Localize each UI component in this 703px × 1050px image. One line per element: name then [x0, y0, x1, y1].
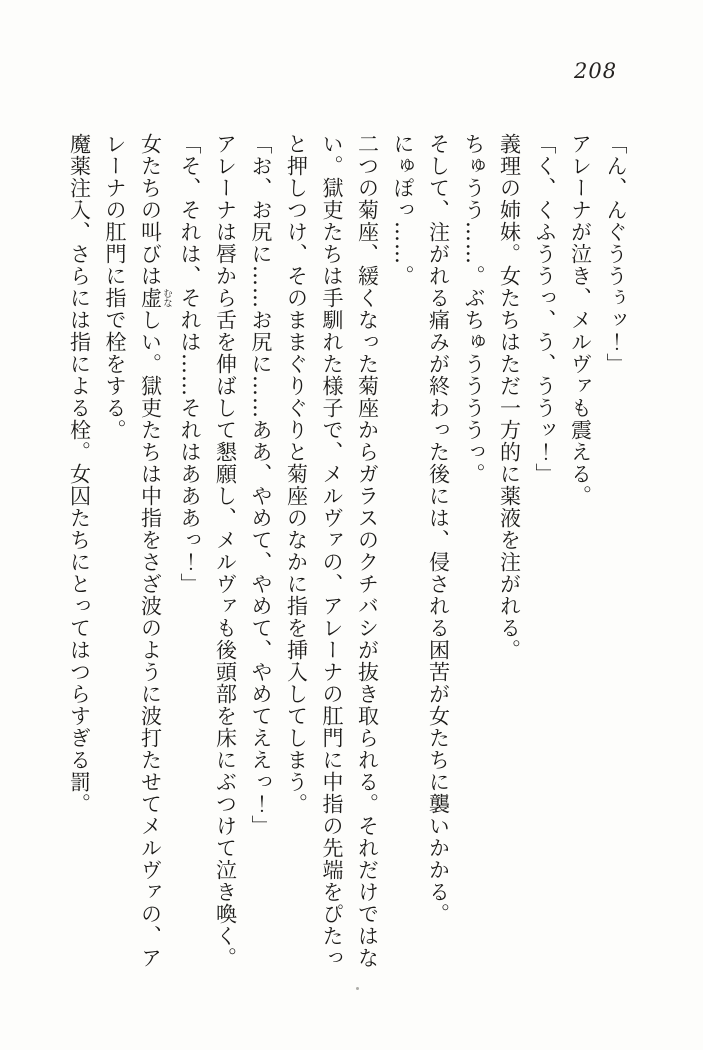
- ruby-post-text: しい。獄吏たちは中指をさざ波のように波打たせてメルヴァの、アレーナの肛門に指で栓をする。: [103, 133, 163, 969]
- scan-speck: [356, 987, 359, 990]
- ruby-pre-text: 女たちの叫びは: [138, 133, 163, 287]
- paragraph-narrative-with-ruby: [97, 133, 172, 973]
- paragraph-narrative: ちゅうう……。ぶちゅううううっ。: [462, 133, 486, 485]
- paragraph-narrative: にゅぽっ……。: [391, 133, 415, 287]
- page-number: 208: [574, 59, 618, 83]
- paragraph-narrative: 魔薬注入、さらには指による栓。女囚たちにとってはつらすぎる罰。: [67, 133, 92, 815]
- paragraph-dialogue: 「お、お尻に……お尻に……ああ、やめて、やめて、やめてええっ！」: [249, 133, 273, 837]
- paragraph-dialogue: 「ん、んぐううぅッ！」: [604, 133, 628, 375]
- paragraph-narrative: 義理の姉妹。女たちはただ一方的に薬液を注がれる。: [497, 133, 522, 661]
- paragraph-dialogue: 「そ、それは、それは……それはあああっ！」: [178, 133, 202, 595]
- ruby-furigana: むな: [161, 287, 172, 309]
- ruby-annotation: [138, 287, 172, 309]
- ruby-base: 虚: [138, 287, 163, 309]
- paragraph-narrative: アレーナが泣き、メルヴァも震える。: [568, 133, 593, 507]
- vertical-text-block: [61, 133, 633, 973]
- paragraph-dialogue: 「く、くふううっ、う、ううッ！」: [533, 133, 557, 485]
- paragraph-narrative: アレーナは唇から舌を伸ばして懇願し、メルヴァも後頭部を床にぶつけて泣き喚く。: [213, 133, 238, 969]
- paragraph-narrative: 二つの菊座、緩くなった菊座からガラスのクチバシが抜き取られる。それだけではない。獄吏たちは手馴れた様子で、メルヴァの、アレーナの肛門に中指の先端をぴたっと押しつけ、そのままぐりぐりと菊座のなかに指を挿入してしまう。: [284, 133, 380, 969]
- paragraph-narrative: そして、注がれる痛みが終わった後には、侵される困苦が女たちに襲いかかる。: [426, 133, 451, 925]
